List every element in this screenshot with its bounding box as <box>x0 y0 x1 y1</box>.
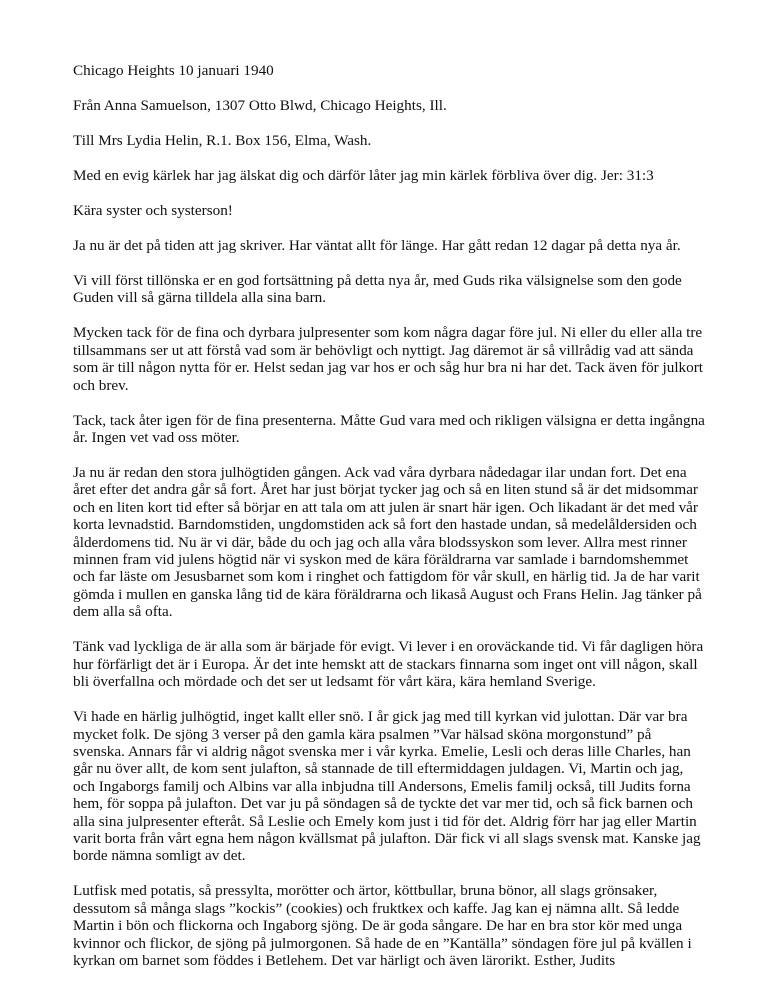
letter-page <box>73 62 705 987</box>
body-paragraph: Tänk vad lyckliga de är alla som är bärjade för evigt. Vi lever i en oroväckande tid. Vi får dagligen höra hur förfärligt det är i Europa. Är det inte hemskt att de stackars finnarna som inget ont vill någon, skall bli överfallna och mördade och det ser ut ledsamt för vårt kära, kära hemland Sverige. <box>73 638 704 691</box>
bible-verse: Med en evig kärlek har jag älskat dig och därför låter jag min kärlek förbliva över dig. Jer: 31:3 <box>73 167 654 184</box>
body-paragraph: Mycken tack för de fina och dyrbara julpresenter som kom några dagar före jul. Ni eller du eller alla tre tillsammans ser ut att förstå vad som är behövligt och nyttigt. Jag däremot är så villrådig vad att sända som är till någon nytta för er. Helst sedan jag var hos er och såg hur bra ni har det. Tack även för julkort och brev. <box>73 324 704 394</box>
letter-sender-line: Från Anna Samuelson, 1307 Otto Blwd, Chicago Heights, Ill. <box>73 97 447 114</box>
letter-date-line: Chicago Heights 10 januari 1940 <box>73 62 274 79</box>
body-paragraph: Tack, tack åter igen för de fina presenterna. Måtte Gud vara med och rikligen välsigna er detta ingångna år. Ingen vet vad oss möter. <box>73 411 705 447</box>
body-paragraph: Vi hade en härlig julhögtid, inget kallt eller snö. I år gick jag med till kyrkan vid julottan. Där var bra mycket folk. De sjöng 3 verser på den gamla kära psalmen ”Var hälsad sköna morgonstund” på svenska. Annars får vi aldrig något svenska mer i vår kyrka. Emelie, Lesli och deras lille Charles, han går nu över allt, de kom sent julafton, så stannade de till eftermiddagen juldagen. Vi, Martin och jag, och Ingaborgs familj och Albins var alla inbjudna till Andersons, Emelis familj också, till Judits forna hem, för soppa på julafton. Det var ju på söndagen så de tyckte det var mer tid, och så fick barnen och alla sina julpresenter efteråt. Så Leslie och Emely kom just i tid för det. Aldrig förr har jag eller Martin varit borta från vårt egna hem någon kvällsmat på julafton. Där fick vi all slags svensk mat. Kanske jag borde nämna somligt av det. <box>73 708 701 865</box>
body-paragraph: Vi vill först tillönska er en god fortsättning på detta nya år, med Guds rika välsignelse som den gode Guden vill så gärna tilldela alla sina barn. <box>73 272 682 307</box>
letter-greeting: Kära syster och systerson! <box>73 202 233 219</box>
body-paragraph: Ja nu är det på tiden att jag skriver. Har väntat allt för länge. Har gått redan 12 dagar på detta nya år. <box>73 237 681 254</box>
body-paragraph: Lutfisk med potatis, så pressylta, morötter och ärtor, köttbullar, bruna bönor, all slags grönsaker, dessutom så många slags ”kockis” (cookies) och fruktkex och kaffe. Jag kan ej nämna allt. Så ledde Martin i bön och flickorna och Ingaborg sjöng. De är goda sångare. De har en bra stor kör med unga kvinnor och flickor, de sjöng på julmorgonen. Så hade de en ”Kantälla” söndagen före jul på kvällen i kyrkan om barnet som föddes i Betlehem. Det var härligt och även lärorikt. Esther, Judits <box>73 882 692 969</box>
body-paragraph: Ja nu är redan den stora julhögtiden gången. Ack vad våra dyrbara nådedagar ilar undan fort. Det ena året efter det andra går så fort. Året har just börjat tycker jag och så en liten stund så är det midsommar och en liten kort tid efter så börjar en att tala om att julen är snart här igen. Och likadant är det med vår korta levnadstid. Barndomstiden, ungdomstiden ack så fort den hastade undan, så medelåldersiden och ålderdomens tid. Nu är vi där, både du och jag och alla våra blodssyskon som lever. Allra mest rinner minnen fram vid julens högtid när vi syskon med de kära föräldrarna var samlade i barndomshemmet och far läste om Jesusbarnet som kom i ringhet och fattigdom för vår skull, en härlig tid. Ja de har varit gömda i mullen en ganska lång tid de kära föräldrarna och likaså August och Frans Helin. Jag tänker på dem alla så ofta. <box>73 464 702 621</box>
letter-recipient-line: Till Mrs Lydia Helin, R.1. Box 156, Elma, Wash. <box>73 132 372 149</box>
